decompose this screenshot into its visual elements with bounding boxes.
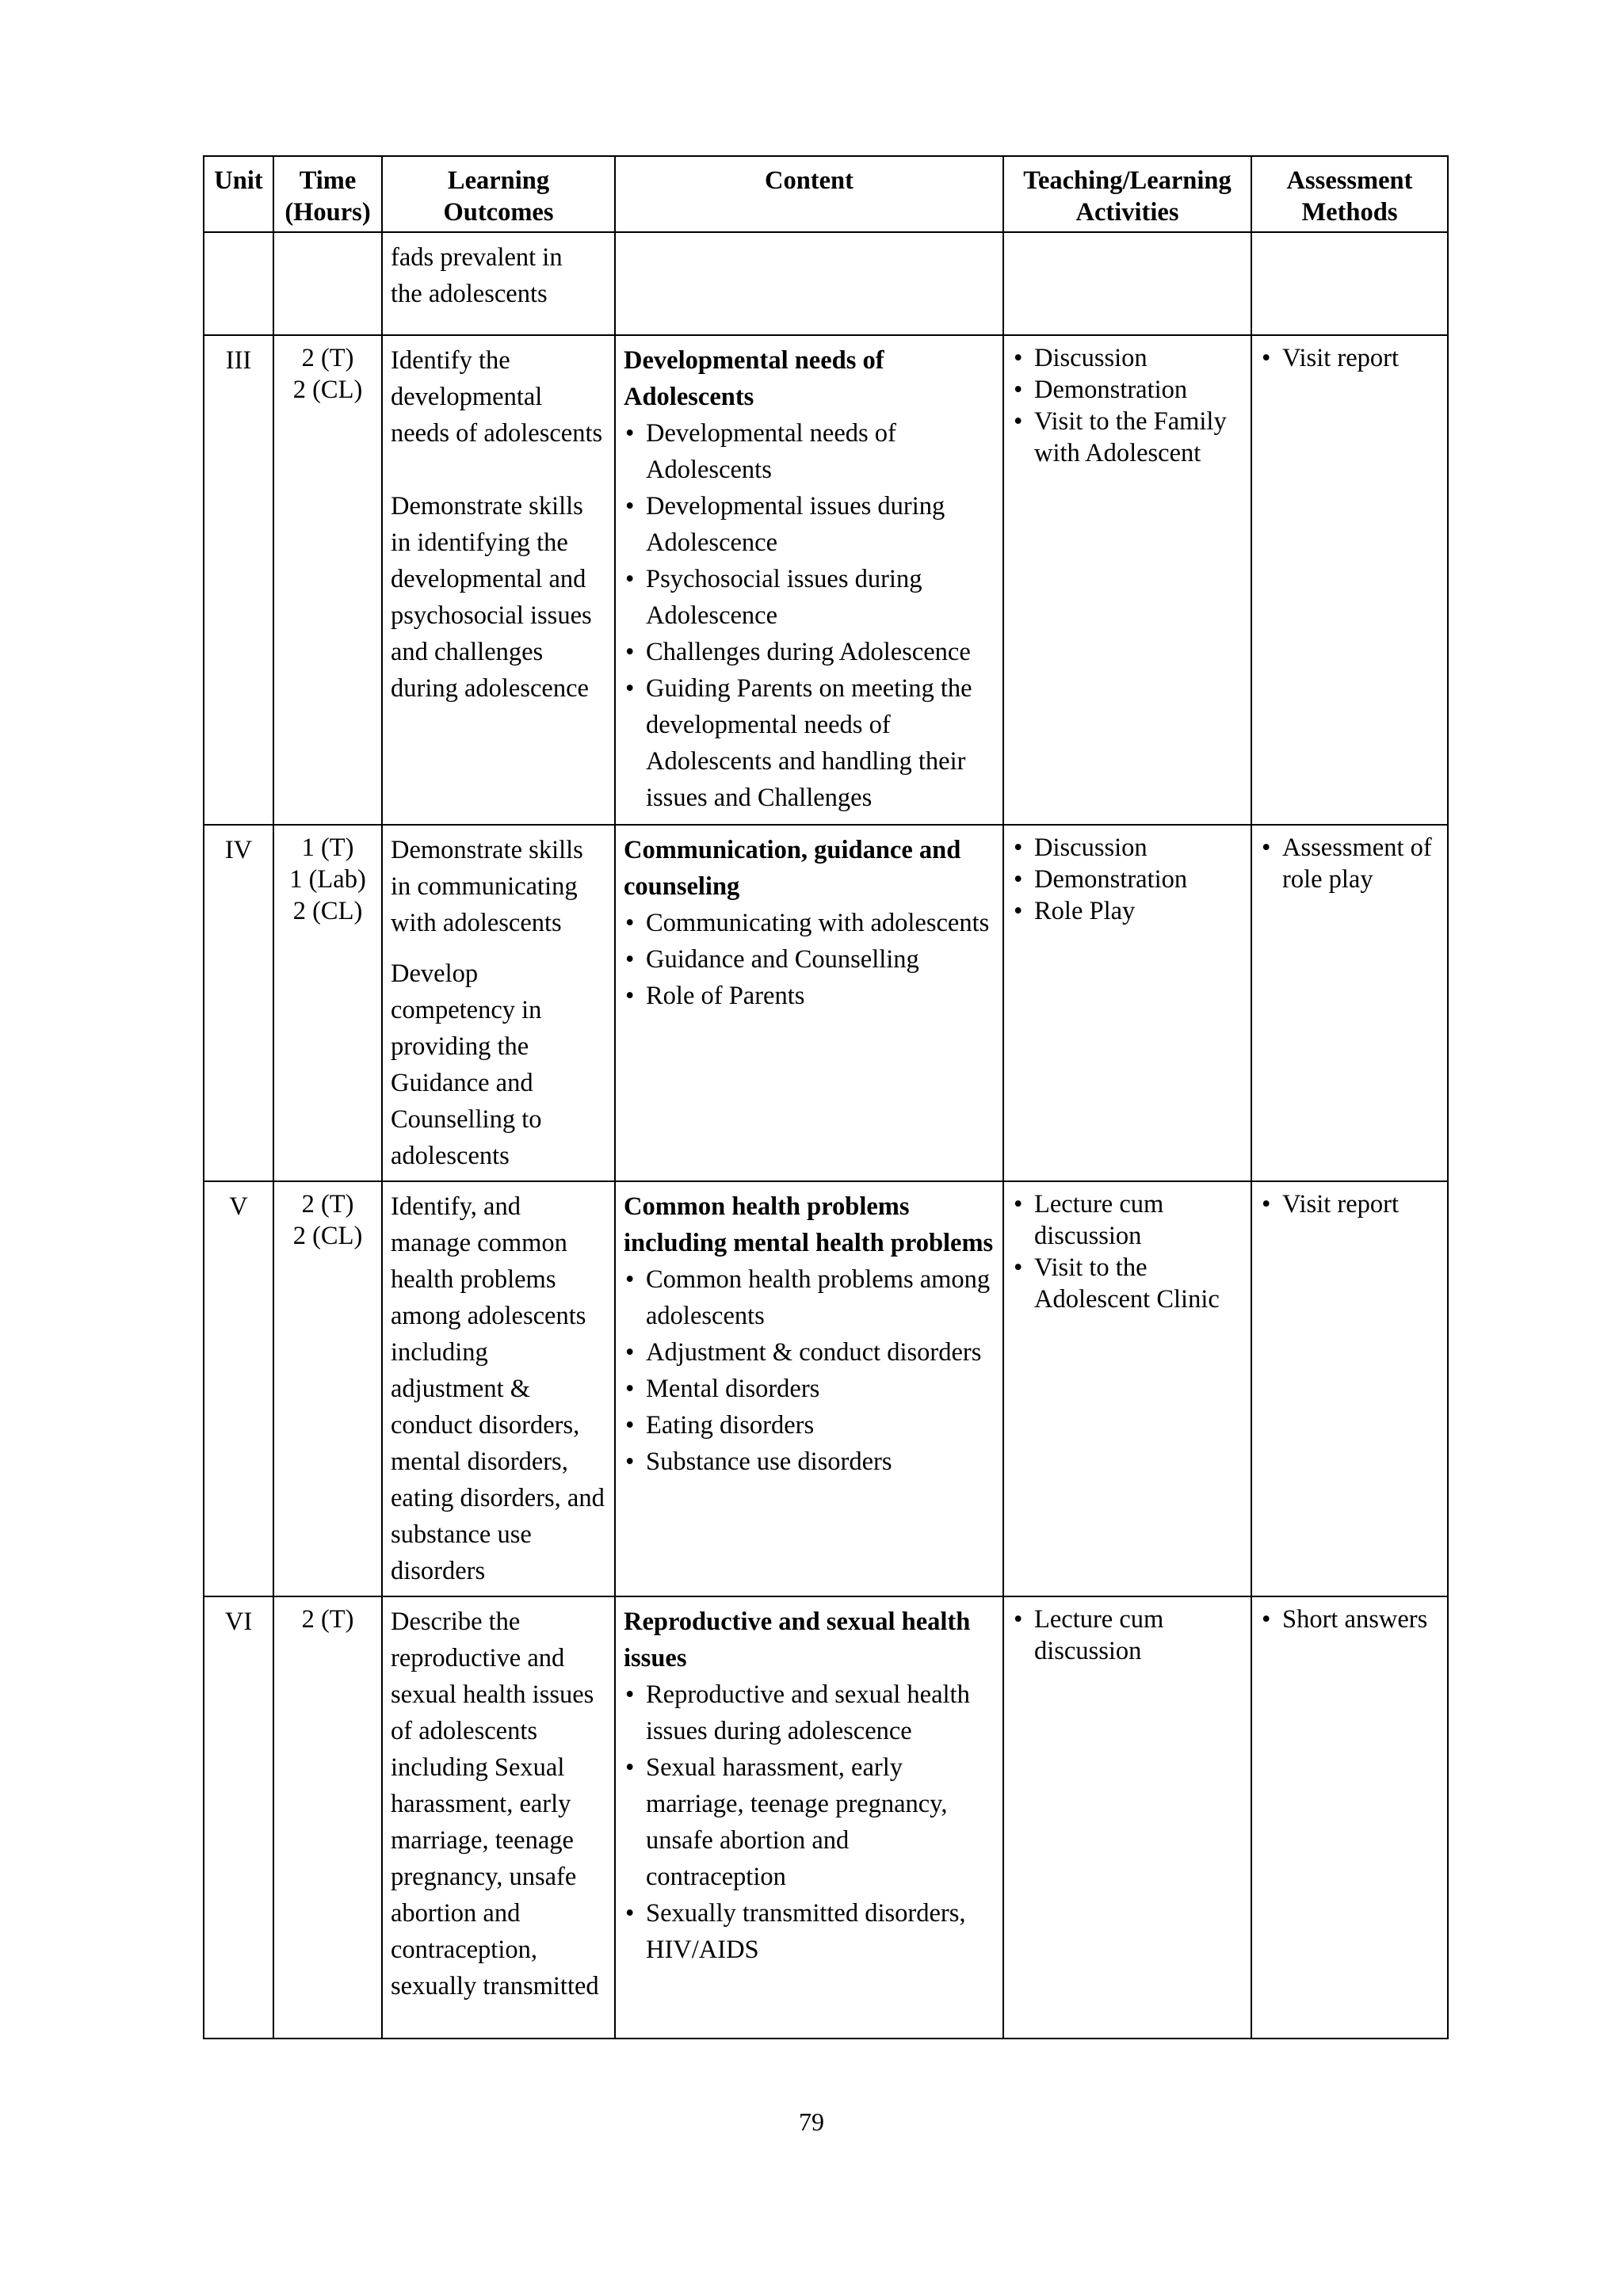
cell-time: 2 (T) <box>273 1596 382 2039</box>
cell-unit: III <box>204 335 273 825</box>
activity-item: • Discussion <box>1012 342 1243 374</box>
cell-learning-outcomes <box>382 1181 615 1596</box>
header-assessment-methods: Assessment Methods <box>1251 156 1448 232</box>
content-heading: Common health problems including mental health problems <box>624 1192 994 1257</box>
cell-time: 2 (T) 2 (CL) <box>273 1181 382 1596</box>
activity-item: • Demonstration <box>1012 864 1243 895</box>
content-item: • Challenges during Adolescence <box>624 634 995 670</box>
learning-outcome-text: Identify, and manage common health problems among adolescents including adjustment & conduct disorders, mental disorders, eating disorders, and substance use disorders <box>391 1192 605 1585</box>
cell-learning-outcomes <box>382 825 615 1181</box>
page-number: 79 <box>799 2107 824 2136</box>
content-item: • Sexual harassment, early marriage, teenage pregnancy, unsafe abortion and contraception <box>624 1749 995 1895</box>
table-row-unit-vi <box>204 1596 1448 2039</box>
curriculum-table <box>203 155 1449 2039</box>
header-unit: Unit <box>204 156 273 232</box>
content-item: • Developmental issues during Adolescence <box>624 488 995 561</box>
activity-item: • Demonstration <box>1012 374 1243 406</box>
cell-activities <box>1003 335 1251 825</box>
content-item: • Reproductive and sexual health issues during adolescence <box>624 1676 995 1749</box>
content-item: • Substance use disorders <box>624 1444 995 1480</box>
content-item: • Role of Parents <box>624 978 995 1014</box>
content-item: • Common health problems among adolescents <box>624 1261 995 1334</box>
cell-assessment <box>1251 1181 1448 1596</box>
header-time: Time (Hours) <box>273 156 382 232</box>
table-header-row <box>204 156 1448 232</box>
activity-item: • Lecture cum discussion <box>1012 1604 1243 1667</box>
header-teaching-learning-activities: Teaching/Learning Activities <box>1003 156 1251 232</box>
header-learning-outcomes: Learning Outcomes <box>382 156 615 232</box>
learning-outcome-text: the adolescents <box>391 280 548 308</box>
content-heading: Developmental needs of Adolescents <box>624 346 884 411</box>
content-item: • Communicating with adolescents <box>624 905 995 941</box>
table-row-continuation <box>204 232 1448 335</box>
cell-learning-outcomes <box>382 335 615 825</box>
learning-outcome-text: Develop competency in providing the Guidance and Counselling to adolescents <box>391 959 542 1170</box>
activity-item: • Discussion <box>1012 832 1243 864</box>
assessment-item: • Visit report <box>1260 1188 1439 1220</box>
cell-learning-outcomes <box>382 1596 615 2039</box>
table-row-unit-iii <box>204 335 1448 825</box>
content-item: • Developmental needs of Adolescents <box>624 415 995 488</box>
cell-unit <box>204 232 273 335</box>
learning-outcome-text: Identify the developmental needs of adolescents <box>391 346 603 448</box>
table-row-unit-v <box>204 1181 1448 1596</box>
cell-learning-outcomes <box>382 232 615 335</box>
cell-assessment <box>1251 232 1448 335</box>
content-item: • Eating disorders <box>624 1407 995 1444</box>
header-content: Content <box>615 156 1003 232</box>
cell-activities <box>1003 825 1251 1181</box>
content-item: • Guidance and Counselling <box>624 941 995 978</box>
content-heading: Reproductive and sexual health issues <box>624 1608 971 1672</box>
content-item: • Mental disorders <box>624 1371 995 1407</box>
cell-assessment <box>1251 335 1448 825</box>
cell-assessment <box>1251 825 1448 1181</box>
content-item: • Adjustment & conduct disorders <box>624 1334 995 1371</box>
content-item: • Psychosocial issues during Adolescence <box>624 561 995 634</box>
cell-time <box>273 232 382 335</box>
activity-item: • Role Play <box>1012 895 1243 927</box>
cell-assessment <box>1251 1596 1448 2039</box>
cell-activities <box>1003 1596 1251 2039</box>
cell-content <box>615 825 1003 1181</box>
cell-content <box>615 335 1003 825</box>
cell-time: 2 (T) 2 (CL) <box>273 335 382 825</box>
assessment-item: • Visit report <box>1260 342 1439 374</box>
activity-item: • Visit to the Adolescent Clinic <box>1012 1252 1243 1315</box>
cell-content <box>615 232 1003 335</box>
content-heading: Communication, guidance and counseling <box>624 836 961 901</box>
cell-activities <box>1003 1181 1251 1596</box>
content-item: • Sexually transmitted disorders, HIV/AIDS <box>624 1895 995 1968</box>
cell-unit: IV <box>204 825 273 1181</box>
learning-outcome-text: Demonstrate skills in communicating with adolescents <box>391 836 583 937</box>
table-row-unit-iv <box>204 825 1448 1181</box>
cell-unit: VI <box>204 1596 273 2039</box>
cell-activities <box>1003 232 1251 335</box>
cell-unit: V <box>204 1181 273 1596</box>
learning-outcome-text: fads prevalent in <box>391 243 563 272</box>
assessment-item: • Short answers <box>1260 1604 1439 1635</box>
cell-content <box>615 1596 1003 2039</box>
cell-content <box>615 1181 1003 1596</box>
activity-item: • Lecture cum discussion <box>1012 1188 1243 1252</box>
learning-outcome-text: Demonstrate skills in identifying the developmental and psychosocial issues and challenges during adolescence <box>391 492 592 703</box>
activity-item: • Visit to the Family with Adolescent <box>1012 406 1243 469</box>
assessment-item: • Assessment of role play <box>1260 832 1439 895</box>
cell-time: 1 (T) 1 (Lab) 2 (CL) <box>273 825 382 1181</box>
learning-outcome-text: Describe the reproductive and sexual health issues of adolescents including Sexual harassment, early marriage, teenage pregnancy, unsafe abortion and contraception, sexually transmitted <box>391 1608 599 2000</box>
content-item: • Guiding Parents on meeting the developmental needs of Adolescents and handling their issues and Challenges <box>624 670 995 816</box>
